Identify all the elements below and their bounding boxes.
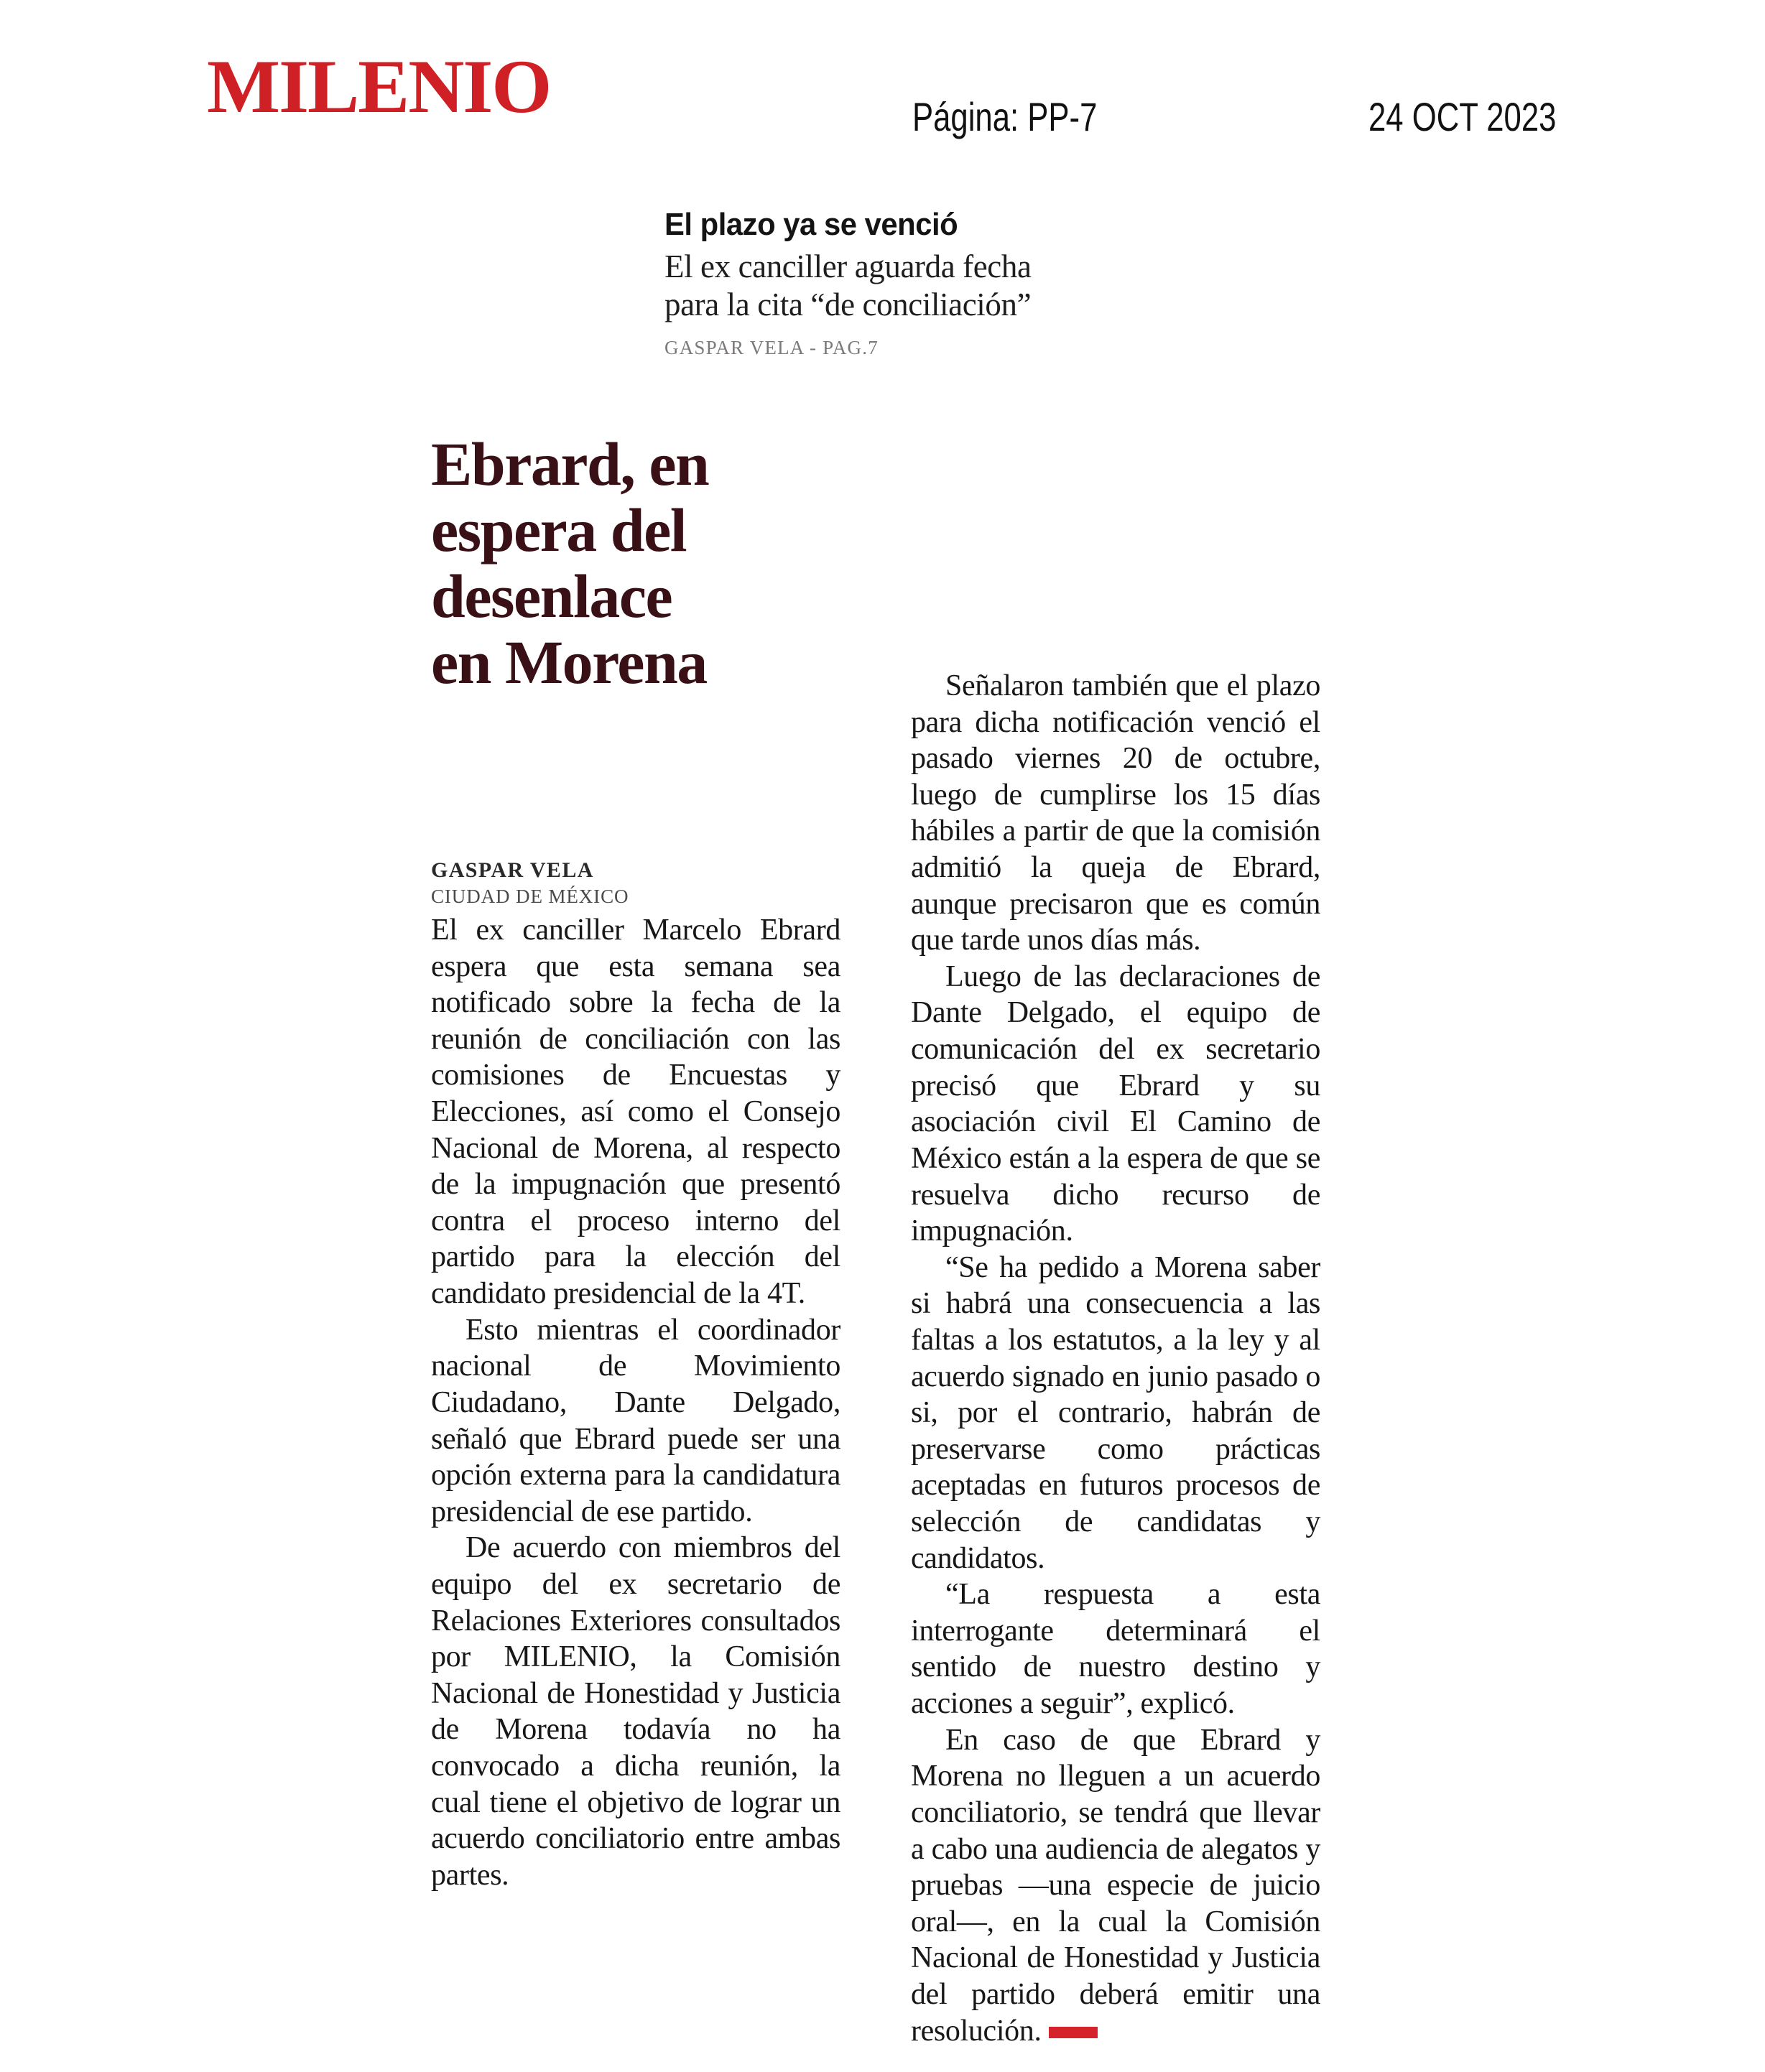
- headline-line-3: desenlace: [431, 562, 672, 631]
- byline-location: CIUDAD DE MÉXICO: [431, 886, 629, 907]
- paragraph: De acuerdo con miembros del equipo del ex secretario de Relaciones Exteriores consultados por MILENIO, la Comisión Nacional de Honestidad y Justicia de Morena todavía no ha convocado a dicha reunión, la cual tiene el objetivo de lograr un acuerdo conciliatorio entre ambas partes.: [431, 1531, 840, 1892]
- headline-line-1: Ebrard, en: [431, 429, 709, 498]
- masthead: [0, 27, 1765, 142]
- kicker-deck: [664, 248, 1124, 324]
- paragraph: El ex canciller Marcelo Ebrard espera que esta semana sea notificado sobre la fecha de la reunión de conciliación con las comisiones de Encuestas y Elecciones, así como el Consejo Nacional de Morena, al respecto de la impugnación que presentó contra el proceso interno del partido para la elección del candidato presidencial de la 4T.: [431, 914, 840, 1311]
- kicker-credit: GASPAR VELA - PAG.7: [664, 336, 879, 358]
- end-mark: [1049, 2027, 1098, 2038]
- article-column-right: [911, 668, 1320, 2049]
- milenio-logo: MILENIO: [207, 45, 551, 129]
- kicker-deck-line-1: El ex canciller aguarda fecha: [664, 248, 1032, 284]
- paragraph: Luego de las declaraciones de Dante Delgado, el equipo de comunicación del ex secretario precisó que Ebrard y su asociación civil El Camino de México están a la espera de que se resuelva dicho recurso de impugnación.: [911, 960, 1320, 1248]
- byline: [431, 858, 833, 908]
- paragraph-last: [911, 1722, 1320, 2049]
- kicker-block: [664, 208, 1124, 359]
- kicker-deck-line-2: para la cita “de conciliación”: [664, 286, 1032, 322]
- headline-line-2: espera del: [431, 496, 687, 565]
- paragraph: Señalaron también que el plazo para dicha notificación venció el pasado viernes 20 de octubre, luego de cumplirse los 15 días hábiles a partir de que la comisión admitió la queja de Ebrard, aunque precisaron que es común que tarde unos días más.: [911, 669, 1320, 957]
- kicker-title: El plazo ya se venció: [664, 207, 958, 242]
- byline-author: GASPAR VELA: [431, 858, 594, 882]
- paragraph: “La respuesta a esta interrogante determinará el sentido de nuestro destino y acciones a seguir”, explicó.: [911, 1578, 1320, 1721]
- page-title: [431, 431, 833, 695]
- article-column-left: [431, 912, 840, 1893]
- date-stamp: 24 OCT 2023: [1368, 94, 1557, 139]
- paragraph-text: En caso de que Ebrard y Morena no lleguen a un acuerdo conciliatorio, se tendrá que llevar a cabo una audiencia de alegatos y pruebas —una especie de juicio oral—, en la cual la Comisión Nacional de Honestidad y Justicia del partido deberá emitir una resolución.: [911, 1723, 1320, 2048]
- page-stamp: Página: PP-7: [912, 94, 1098, 139]
- paragraph: Esto mientras el coordinador nacional de Movimiento Ciudadano, Dante Delgado, señaló que Ebrard puede ser una opción externa para la candidatura presidencial de ese partido.: [431, 1313, 840, 1528]
- paragraph: “Se ha pedido a Morena saber si habrá una consecuencia a las faltas a los estatutos, a la ley y al acuerdo signado en junio pasado o si, por el contrario, habrán de preservarse como prácticas aceptadas en futuros procesos de selección de candidatas y candidatos.: [911, 1250, 1320, 1575]
- headline-line-4: en Morena: [431, 628, 707, 697]
